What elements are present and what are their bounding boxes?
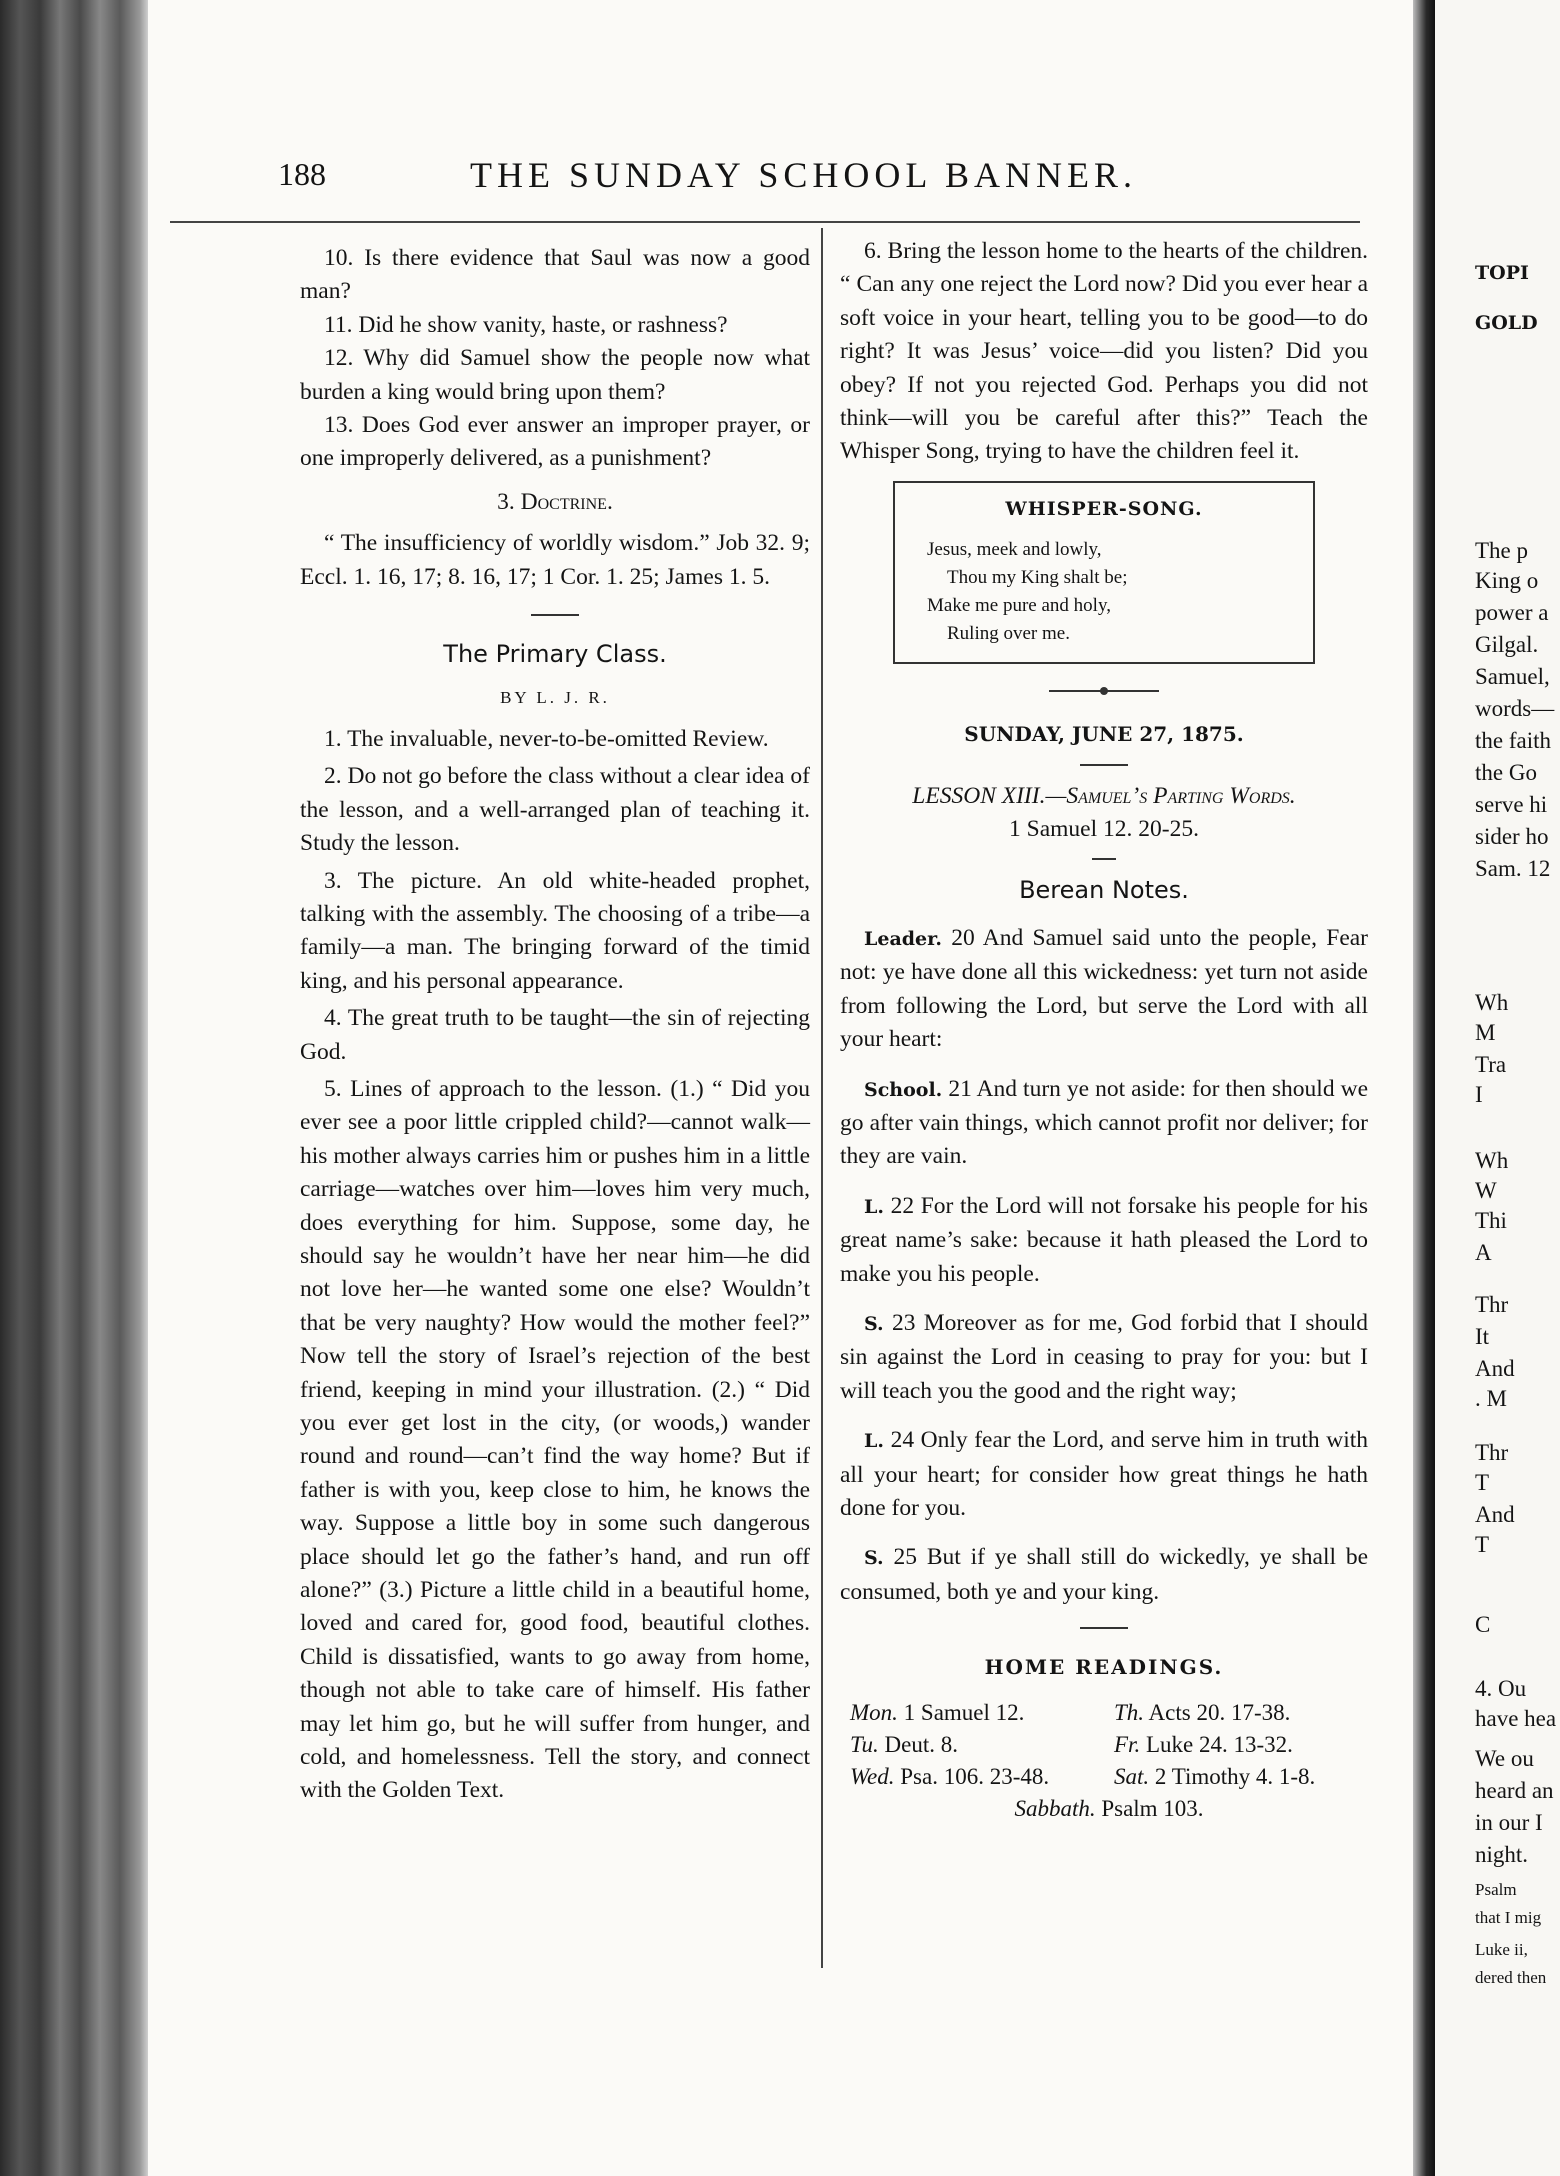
left-column (300, 242, 810, 1808)
page-gutter (1413, 0, 1435, 2176)
next-page-fragment: 4. Ou (1475, 1676, 1527, 1701)
next-page-fragment: GOLD (1475, 312, 1538, 334)
next-page-fragment: King o (1475, 568, 1539, 593)
primary-class-title: The Primary Class. (443, 640, 667, 669)
column-divider (821, 228, 823, 1968)
reading-item (850, 1729, 1104, 1761)
verse-text: 21 And turn ye not aside: for then should we go after vain things, which cannot profit nor deliver; for they are vain. (840, 1075, 1369, 1170)
question-11: 11. Did he show vanity, haste, or rashness? (324, 311, 728, 338)
reading-item (1114, 1697, 1368, 1729)
section-rule (531, 614, 579, 616)
next-page-fragment: dered then (1475, 1968, 1547, 1987)
section-rule (1092, 858, 1116, 860)
next-page-fragment: Tra (1475, 1052, 1507, 1077)
next-page-fragment: Sam. 12 (1475, 856, 1551, 881)
reading-day: Sat. (1114, 1763, 1150, 1789)
next-page-fragment: TOPI (1475, 262, 1529, 284)
song-line: Jesus, meek and lowly, (927, 539, 1102, 561)
book-spine (0, 0, 148, 2176)
verse-25 (840, 1541, 1368, 1609)
reading-day: Wed. (850, 1763, 895, 1789)
next-page-fragment: . M (1475, 1386, 1507, 1411)
lesson-date: SUNDAY, JUNE 27, 1875. (964, 722, 1244, 747)
next-page-fragment: T (1475, 1532, 1490, 1557)
next-page-fragment: M (1475, 1020, 1496, 1045)
song-line: Thou my King shalt be; (947, 567, 1128, 589)
reading-day: Mon. (850, 1699, 898, 1725)
ornament-rule (1049, 690, 1159, 692)
reading-item (1114, 1729, 1368, 1761)
next-page-fragment: in our I (1475, 1810, 1543, 1835)
next-page-fragment: Thi (1475, 1208, 1507, 1233)
verse-24 (840, 1424, 1368, 1525)
reading-day: Fr. (1114, 1731, 1141, 1757)
song-line: Ruling over me. (947, 623, 1070, 645)
reading-day: Sabbath. (1014, 1795, 1096, 1821)
reading-ref: 1 Samuel 12. (903, 1699, 1025, 1725)
reading-ref: 2 Timothy 4. 1-8. (1154, 1763, 1316, 1789)
verse-text: 20 And Samuel said unto the people, Fear not: ye have done all this wickedness: yet turn not aside from following the Lord, but serve the Lord with all your heart: (840, 924, 1369, 1053)
verse-20 (840, 922, 1368, 1057)
section-rule (1080, 1627, 1128, 1629)
next-page-fragment: Luke ii, (1475, 1940, 1528, 1959)
lesson-reference: 1 Samuel 12. 20-25. (1009, 816, 1199, 843)
song-line: Make me pure and holy, (927, 595, 1111, 617)
reading-ref: Psalm 103. (1101, 1795, 1204, 1821)
question-10: 10. Is there evidence that Saul was now a good man? (300, 245, 810, 305)
reading-ref: Acts 20. 17-38. (1148, 1699, 1291, 1725)
next-page-fragment: heard an (1475, 1778, 1554, 1803)
speaker-label: Leader. (864, 927, 943, 950)
reading-item-sabbath (850, 1793, 1368, 1825)
reading-ref: Deut. 8. (884, 1731, 958, 1757)
next-page-fragment: power a (1475, 600, 1549, 625)
running-title: THE SUNDAY SCHOOL BANNER. (470, 155, 1138, 195)
reading-day: Th. (1114, 1699, 1145, 1725)
primary-point-6: 6. Bring the lesson home to the hearts of the children. “ Can any one reject the Lord now? Did you ever hear a soft voice in your heart, telling you to be good—to do right? It was Jesus’ voice—did you listen? Did you obey? If not you rejected God. Perhaps you did not think—will you be careful after this?” Teach the Whisper Song, trying to have the children feel it. (840, 238, 1368, 465)
reading-ref: Psa. 106. 23-48. (900, 1763, 1050, 1789)
next-page-fragment: Thr (1475, 1292, 1509, 1317)
next-page-fragment: A (1475, 1240, 1492, 1265)
next-page-fragment: Psalm (1475, 1880, 1517, 1899)
verse-22 (840, 1190, 1368, 1291)
running-header (278, 150, 1318, 200)
next-page-fragment: Thr (1475, 1440, 1509, 1465)
reading-day: Tu. (850, 1731, 879, 1757)
next-page-fragment: T (1475, 1470, 1490, 1495)
next-page-fragment: the faith (1475, 728, 1551, 753)
next-page-fragment: night. (1475, 1842, 1529, 1867)
home-readings-title: HOME READINGS. (984, 1655, 1224, 1680)
next-page-fragment: words— (1475, 696, 1555, 721)
doctrine-text: “ The insufficiency of worldly wisdom.” Job 32. 9; Eccl. 1. 16, 17; 8. 16, 17; 1 Cor. 1. 25; James 1. 5. (300, 530, 810, 590)
next-page-fragment: The p (1475, 538, 1529, 563)
verse-text: 22 For the Lord will not forsake his people for his great name’s sake: because it hath pleased the Lord to make you his people. (840, 1192, 1369, 1287)
doctrine-heading: 3. Doctrine. (497, 488, 613, 515)
next-page-fragment: Gilgal. (1475, 632, 1539, 657)
next-page-fragment: And (1475, 1356, 1515, 1381)
verse-text: 24 Only fear the Lord, and serve him in truth with all your heart; for consider how great things he hath done for you. (840, 1427, 1369, 1521)
whisper-song-box (893, 481, 1315, 664)
next-page-fragment: And (1475, 1502, 1515, 1527)
primary-point-5: 5. Lines of approach to the lesson. (1.) “ Did you ever see a poor little crippled child?—cannot walk—his mother always carries him or pushes him in a little carriage—watches over him—loves him very much, does everything for him. Suppose, some day, he should say he wouldn’t have her near him—he did not love her—he wanted some one else? Wouldn’t that be very naughty? How would the mother feel?” Now tell the story of Israel’s rejection of the best friend, keeping in mind your illustration. (2.) “ Did you ever get lost in the city, (or woods,) wander round and round—can’t find the way home? But if father is with you, keep close to him, he knows the way. Suppose a little boy in some such dangerous place should let go the father’s hand, and run off alone?” (3.) Picture a little child in a beautiful home, loved and cared for, good food, beautiful clothes. Child is dissatisfied, wants to go away from home, though not able to take care of himself. His father may let him go, but he will suffer from hunger, and cold, and homelessness. Tell the story, and connect with the Golden Text. (300, 1075, 810, 1804)
next-page-fragment: Wh (1475, 1148, 1509, 1173)
next-page-fragment: C (1475, 1612, 1491, 1637)
next-page-fragment: W (1475, 1178, 1497, 1203)
verse-text: 23 Moreover as for me, God forbid that I should sin against the Lord in ceasing to pray for you: but I will teach you the good and the right way; (840, 1309, 1368, 1404)
primary-point-4: 4. The great truth to be taught—the sin of rejecting God. (300, 1005, 810, 1065)
primary-point-3: 3. The picture. An old white-headed prophet, talking with the assembly. The choosing of a tribe—a family—a man. The bringing forward of the timid king, and his personal appearance. (300, 867, 810, 994)
reading-item (850, 1761, 1104, 1793)
speaker-label: S. (864, 1547, 884, 1570)
page-number: 188 (278, 156, 326, 192)
primary-point-2: 2. Do not go before the class without a clear idea of the lesson, and a well-arranged plan of teaching it. Study the lesson. (300, 763, 810, 857)
speaker-label: L. (864, 1430, 884, 1453)
verse-text: 25 But if ye shall still do wickedly, ye shall be consumed, both ye and your king. (840, 1544, 1369, 1605)
question-12: 12. Why did Samuel show the people now what burden a king would bring upon them? (300, 345, 810, 405)
reading-item (850, 1697, 1104, 1729)
next-page-fragment: sider ho (1475, 824, 1549, 849)
right-column (840, 235, 1368, 1825)
next-page-fragment: that I mig (1475, 1908, 1542, 1927)
reading-ref: Luke 24. 13-32. (1145, 1731, 1293, 1757)
byline: BY L. J. R. (500, 688, 610, 708)
next-page-fragment: It (1475, 1324, 1490, 1349)
primary-point-1: 1. The invaluable, never-to-be-omitted Review. (324, 725, 769, 752)
next-page-fragment: the Go (1475, 760, 1537, 785)
speaker-label: L. (864, 1195, 884, 1218)
section-rule (1080, 764, 1128, 766)
berean-notes-title: Berean Notes. (1019, 876, 1189, 905)
next-page-fragment: Samuel, (1475, 664, 1550, 689)
reading-item (1114, 1761, 1368, 1793)
next-page-fragment: serve hi (1475, 792, 1548, 817)
home-readings-list (850, 1697, 1368, 1825)
verse-21 (840, 1073, 1368, 1174)
header-rule (170, 221, 1360, 223)
next-page-fragment: We ou (1475, 1746, 1534, 1771)
next-page-fragment: I (1475, 1082, 1483, 1107)
speaker-label: S. (864, 1312, 884, 1335)
next-page-fragment: Wh (1475, 990, 1509, 1015)
next-page-fragment: have hea (1475, 1706, 1557, 1731)
speaker-label: School. (864, 1078, 943, 1101)
lesson-title: LESSON XIII.—Samuel’s Parting Words. (912, 782, 1296, 809)
question-13: 13. Does God ever answer an improper prayer, or one improperly delivered, as a punishment? (300, 412, 810, 472)
whisper-song-title: WHISPER-SONG. (1005, 497, 1203, 520)
verse-23 (840, 1307, 1368, 1408)
